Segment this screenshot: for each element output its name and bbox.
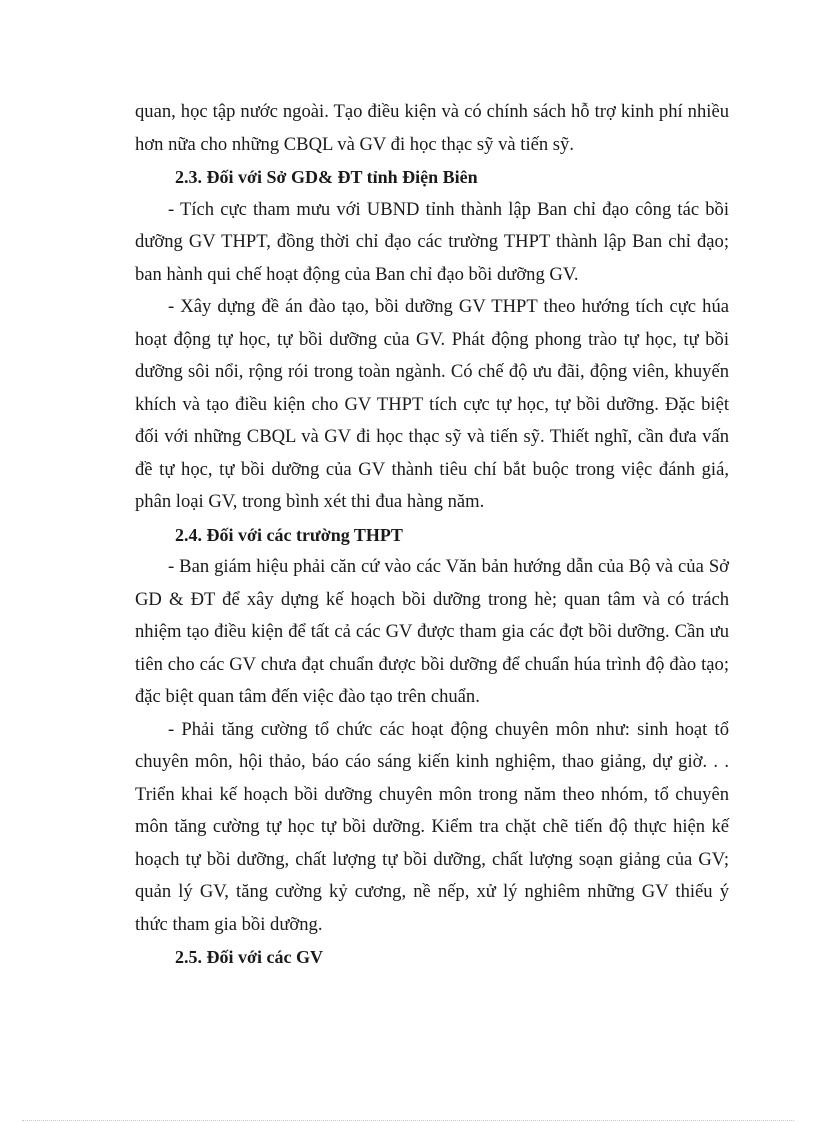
paragraph-intro: quan, học tập nước ngoài. Tạo điều kiện và có chính sách hỗ trợ kinh phí nhiều hơn nữa cho những CBQL và GV đi học thạc sỹ và tiến sỹ. [135, 101, 729, 155]
paragraph-professional-activities: - Phải tăng cường tổ chức các hoạt động chuyên môn như: sinh hoạt tổ chuyên môn, hội thảo, báo cáo sáng kiến kinh nghiệm, thao giảng, dự giờ. . . Triển khai kế hoạch bồi dưỡng chuyên môn trong năm theo nhóm, tổ chuyên môn tăng cường tự học tự bồi dưỡng. Kiểm tra chặt chẽ tiến độ thực hiện kế hoạch tự bồi dưỡng, chất lượng tự bồi dưỡng, chất lượng soạn giảng của GV; quản lý GV, tăng cường kỷ cương, nề nếp, xử lý nghiêm những GV thiếu ý thức tham gia bồi dưỡng. [135, 718, 729, 935]
page-bottom-divider [22, 1120, 794, 1121]
heading-2-4: 2.4. Đối với các trường THPT [175, 524, 403, 545]
paragraph-advisory-board: - Tích cực tham mưu với UBND tỉnh thành lập Ban chỉ đạo công tác bồi dưỡng GV THPT, đồng thời chỉ đạo các trường THPT thành lập Ban chỉ đạo; ban hành qui chế hoạt động của Ban chỉ đạo bồi dưỡng GV. [135, 198, 729, 285]
paragraph-training-plan: - Xây dựng đề án đào tạo, bồi dưỡng GV THPT theo hướng tích cực húa hoạt động tự học, tự bồi dưỡng của GV. Phát động phong trào tự học, tự bồi dưỡng sôi nổi, rộng rói trong toàn ngành. Có chế độ ưu đãi, động viên, khuyến khích và tạo điều kiện cho GV THPT tích cực tự học, tự bồi dưỡng. Đặc biệt đối với những CBQL và GV đi học thạc sỹ và tiến sỹ. Thiết nghĩ, cần đưa vấn đề tự học, tự bồi dưỡng của GV thành tiêu chí bắt buộc trong việc đánh giá, phân loại GV, trong bình xét thi đua hàng năm. [135, 296, 729, 512]
heading-2-3: 2.3. Đối với Sở GD& ĐT tỉnh Điện Biên [175, 167, 478, 187]
heading-2-5: 2.5. Đối với các GV [175, 947, 323, 967]
document-body [135, 96, 729, 974]
paragraph-principal-board: - Ban giám hiệu phải căn cứ vào các Văn bản hướng dẫn của Bộ và của Sở GD & ĐT để xây dựng kế hoạch bồi dưỡng trong hè; quan tâm và có trách nhiệm tạo điều kiện để tất cả các GV được tham gia các đợt bồi dưỡng. Cần ưu tiên cho các GV chưa đạt chuẩn được bồi dưỡng để chuẩn húa trình độ đào tạo; đặc biệt quan tâm đến việc đào tạo trên chuẩn. [135, 556, 729, 707]
